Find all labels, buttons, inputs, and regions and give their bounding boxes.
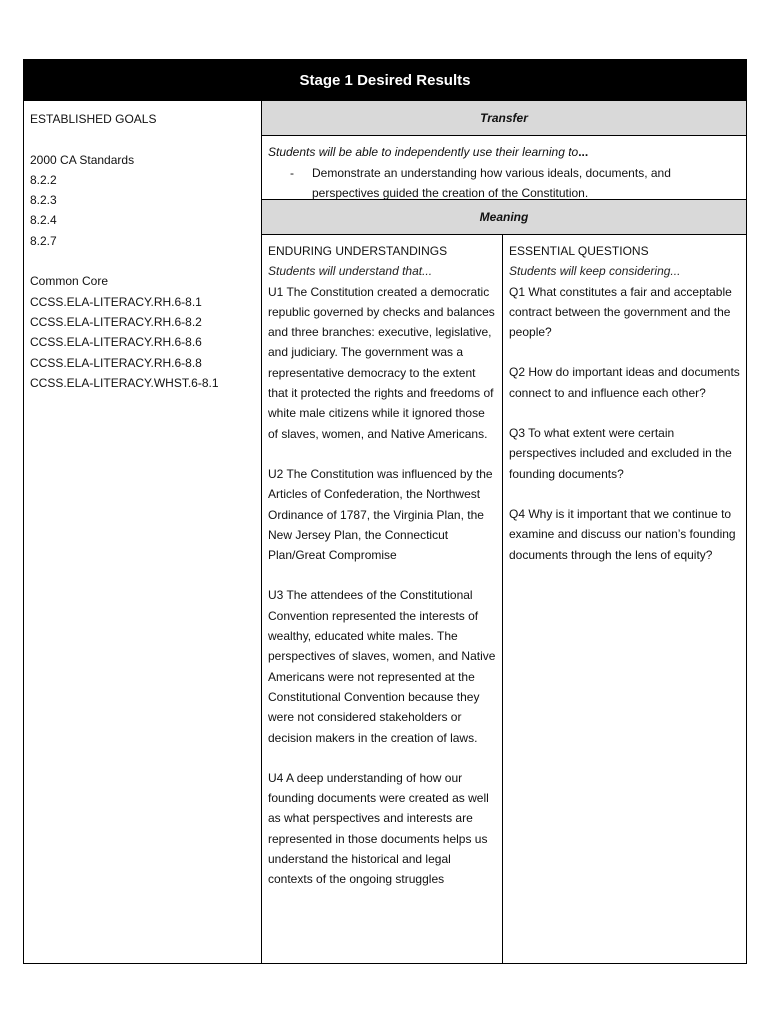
meaning-band bbox=[262, 200, 746, 235]
table-title bbox=[24, 60, 746, 101]
essential-questions-column bbox=[503, 235, 746, 963]
ca-standards-heading: 2000 CA Standards bbox=[30, 152, 135, 167]
common-core-heading: Common Core bbox=[30, 274, 109, 289]
transfer-section bbox=[262, 136, 746, 200]
transfer-item bbox=[268, 163, 740, 204]
eu-subheading: Students will understand that... bbox=[268, 264, 433, 279]
ca-standard-item: 8.2.7 bbox=[30, 233, 57, 248]
common-core-item: CCSS.ELA-LITERACY.RH.6-8.8 bbox=[30, 355, 202, 370]
common-core-item: CCSS.ELA-LITERACY.RH.6-8.6 bbox=[30, 335, 202, 350]
question-item: Q3 To what extent were certain perspectives included and excluded in the founding documents? bbox=[509, 426, 732, 481]
ca-standard-item: 8.2.4 bbox=[30, 213, 57, 228]
spacer bbox=[30, 251, 261, 271]
eu-heading: ENDURING UNDERSTANDINGS bbox=[268, 244, 448, 258]
understanding-item: U3 The attendees of the Constitutional Convention represented the interests of wealthy, educated white males. The perspectives of slaves, women, and Native Americans were not represented at the Constitutional Convention because they were not considered stakeholders or decision makers in the creation of laws. bbox=[268, 588, 496, 745]
eq-subheading: Students will keep considering... bbox=[509, 264, 681, 279]
ca-standard-item: 8.2.3 bbox=[30, 193, 57, 208]
transfer-intro bbox=[268, 142, 740, 163]
transfer-intro-ellipsis: ... bbox=[578, 145, 589, 159]
results-column bbox=[262, 101, 746, 963]
common-core-item: CCSS.ELA-LITERACY.RH.6-8.2 bbox=[30, 314, 202, 329]
goals-heading: ESTABLISHED GOALS bbox=[30, 112, 157, 126]
common-core-item: CCSS.ELA-LITERACY.RH.6-8.1 bbox=[30, 294, 202, 309]
understanding-item: U1 The Constitution created a democratic republic governed by checks and balances and three branches: executive, legislative, and judiciary. The government was a representative democracy to the extent that it protected the rights and freedoms of white male citizens while it ignored those of slaves, women, and Native Americans. bbox=[268, 284, 495, 441]
transfer-intro-text: Students will be able to independently use their learning to bbox=[268, 145, 579, 159]
transfer-band bbox=[262, 101, 746, 136]
spacer bbox=[30, 129, 261, 149]
established-goals-column bbox=[24, 101, 262, 963]
question-item: Q2 How do important ideas and documents connect to and influence each other? bbox=[509, 365, 740, 400]
question-item: Q4 Why is it important that we continue to examine and discuss our nation’s founding documents through the lens of equity? bbox=[509, 506, 736, 562]
enduring-understandings-column bbox=[262, 235, 503, 963]
question-item: Q1 What constitutes a fair and acceptable contract between the government and the people? bbox=[509, 284, 732, 340]
stage1-table bbox=[23, 59, 747, 964]
ca-standard-item: 8.2.2 bbox=[30, 172, 57, 187]
common-core-item: CCSS.ELA-LITERACY.WHST.6-8.1 bbox=[30, 375, 219, 390]
bullet-dash: - bbox=[290, 165, 294, 180]
transfer-item-text: Demonstrate an understanding how various ideals, documents, and perspectives guided the creation of the Constitution. bbox=[312, 165, 671, 200]
title-text: Stage 1 Desired Results bbox=[299, 72, 471, 89]
transfer-label: Transfer bbox=[480, 111, 528, 125]
understanding-item: U4 A deep understanding of how our founding documents were created as well as what perspectives and interests are represented in those documents helps us understand the historical and legal contexts of the ongoing struggles bbox=[268, 770, 489, 887]
meaning-section bbox=[262, 235, 746, 963]
eq-heading: ESSENTIAL QUESTIONS bbox=[509, 244, 649, 258]
table-body bbox=[24, 101, 746, 963]
understanding-item: U2 The Constitution was influenced by the Articles of Confederation, the Northwest Ordinance of 1787, the Virginia Plan, the New Jersey Plan, the Connecticut Plan/Great Compromise bbox=[268, 466, 493, 563]
meaning-label: Meaning bbox=[479, 210, 529, 224]
